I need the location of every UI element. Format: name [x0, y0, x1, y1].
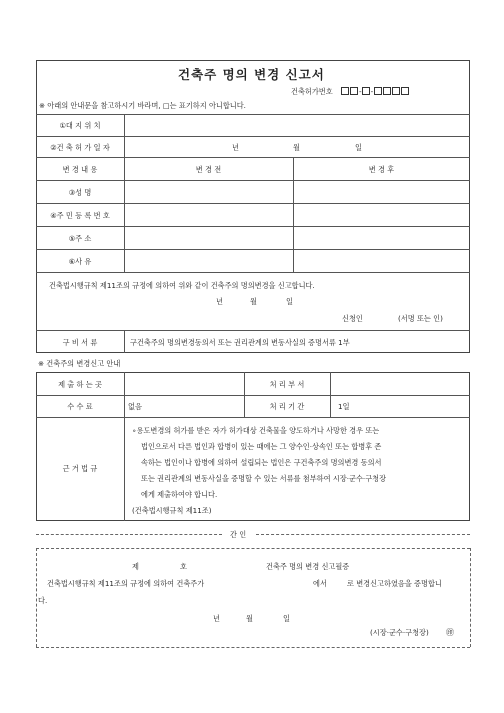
fee-label: 수 수 료 — [67, 402, 93, 411]
location-field[interactable] — [125, 115, 469, 135]
guide-heading: ※ 건축주의 변경신고 안내 — [38, 359, 121, 368]
resident-no-before-field[interactable] — [125, 204, 292, 225]
after-change-header: 변 경 후 — [368, 165, 395, 174]
declaration-month: 월 — [250, 297, 257, 306]
before-change-header: 변 경 전 — [195, 165, 222, 174]
declaration-year: 년 — [216, 297, 223, 306]
resident-no-after-field[interactable] — [294, 204, 469, 225]
cut-label: 간 인 — [230, 530, 247, 539]
law-line-5: 에게 제출하여야 합니다. — [141, 490, 218, 499]
declaration-text: 건축법시행규칙 제11조의 규정에 의하여 위와 같이 건축주의 명의변경을 신고합니다. — [49, 281, 315, 290]
address-before-field[interactable] — [125, 227, 292, 248]
name-after-field[interactable] — [294, 181, 469, 202]
cert-text-part3: 로 변경신고하였음을 증명합니 — [347, 579, 442, 588]
documents-label: 구 비 서 류 — [62, 338, 98, 347]
dept-label: 처 리 부 서 — [269, 380, 305, 389]
name-label: ③성 명 — [68, 188, 92, 197]
receipt-title: 건축주 명의 변경 신고필증 — [266, 562, 350, 571]
law-line-2: 법인으로서 다른 법인과 합병이 있는 때에는 그 양수인·상속인 또는 합병후 존 — [141, 442, 382, 451]
permit-number-label: 건축허가번호 — [291, 87, 333, 96]
reason-after-field[interactable] — [294, 250, 469, 271]
name-before-field[interactable] — [125, 181, 292, 202]
permit-date-month: 월 — [293, 143, 300, 152]
signature-field[interactable]: (서명 또는 인) — [398, 314, 443, 323]
submit-to-label: 제 출 하 는 곳 — [58, 380, 102, 389]
law-label: 근 거 법 규 — [62, 464, 98, 473]
declaration-day: 일 — [286, 297, 293, 306]
address-label: ⑤주 소 — [68, 234, 92, 243]
seal-mark: ㊞ — [446, 628, 454, 637]
change-content-label: 변 경 내 용 — [62, 165, 98, 174]
permit-date-day: 일 — [355, 143, 362, 152]
documents-value: 구건축주의 명의변경동의서 또는 권리관계의 변동사실의 증명서류 1부 — [130, 338, 350, 347]
receipt-year: 년 — [213, 614, 220, 623]
permit-date-year: 년 — [232, 143, 239, 152]
cut-line-left — [36, 534, 222, 535]
law-line-6: (건축법시행규칙 제11조) — [132, 506, 212, 515]
cert-text-part1: 건축법시행규칙 제11조의 규정에 의하여 건축주가 — [47, 579, 205, 588]
reason-label: ⑥사 유 — [68, 257, 92, 266]
form-notice: ※ 아래의 안내문을 참고하시기 바라며, □는 표기하지 아니합니다. — [39, 101, 246, 110]
permit-number — [291, 87, 409, 97]
resident-no-label: ④주 민 등 록 번 호 — [50, 211, 110, 220]
period-label: 처 리 기 간 — [269, 402, 305, 411]
receipt-no-prefix: 제 — [132, 562, 139, 571]
receipt-day: 일 — [283, 614, 290, 623]
reason-before-field[interactable] — [125, 250, 292, 271]
law-line-3: 속하는 법인이나 합병에 의하여 설립되는 법인은 구건축주의 명의변경 동의서 — [141, 458, 382, 467]
cert-text-part4: 다. — [38, 596, 48, 605]
law-line-4: 또는 권리관계의 변동사실을 증명할 수 있는 서류를 첨부하여 시장·군수·구청장 — [141, 474, 387, 483]
law-line-1: ∘용도변경의 허가를 받은 자가 허가대상 건축물을 양도하거나 사망한 경우 또는 — [132, 426, 380, 435]
fee-value: 없음 — [128, 402, 142, 411]
cert-text-part2: 에서 — [313, 579, 327, 588]
permit-number-boxes[interactable]: - - — [341, 87, 409, 96]
receipt-no-suffix: 호 — [180, 562, 187, 571]
permit-date-field[interactable] — [125, 137, 469, 156]
receipt-month: 월 — [246, 614, 253, 623]
official-title: (시장·군수·구청장) — [370, 628, 429, 637]
address-after-field[interactable] — [294, 227, 469, 248]
period-value: 1일 — [338, 402, 350, 411]
location-label: ①대 지 위 치 — [59, 121, 101, 130]
form-title: 건축주 명의 변경 신고서 — [178, 67, 325, 82]
applicant-label: 신청인 — [342, 314, 363, 323]
cut-line-right — [256, 534, 470, 535]
permit-date-label: ②건 축 허 가 일 자 — [50, 143, 110, 152]
